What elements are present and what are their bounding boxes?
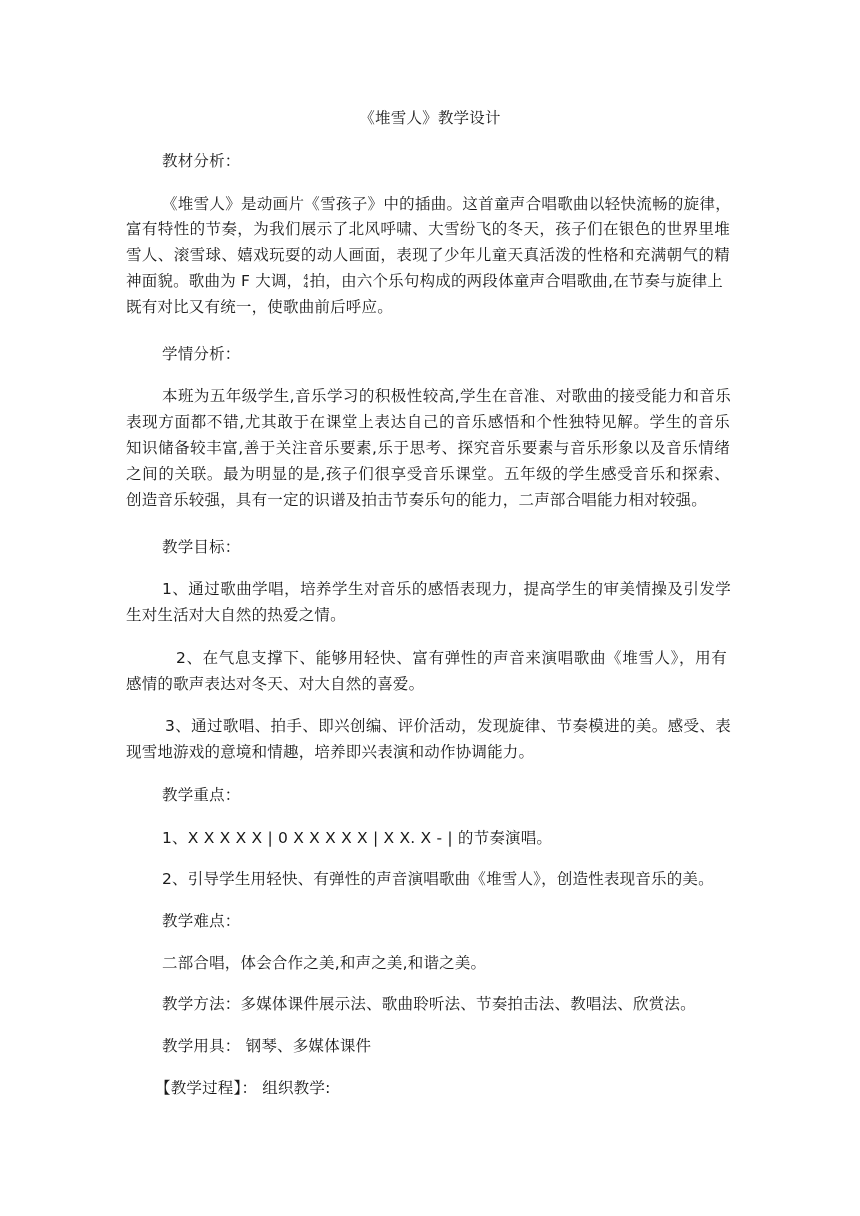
heading-teaching-goals: 教学目标： [162, 538, 241, 556]
goal-1-line-2: 生对生活对大自然的热爱之情。 [126, 606, 346, 624]
key-point-1: 1、X X X X X | 0 X X X X X | X X. X - | 的节奏演唱。 [162, 829, 553, 847]
heading-student-analysis: 学情分析： [162, 345, 241, 363]
time-signature-numerator: 4 [303, 272, 309, 282]
heading-textbook-analysis: 教材分析： [162, 152, 241, 170]
paragraph-textbook-line-4 [126, 271, 723, 291]
goal-1-line-1: 1、通过歌曲学唱，培养学生对音乐的感悟表现力，提高学生的审美情操及引发学 [162, 580, 731, 598]
paragraph-students-line-4: 之间的关联。最为明显的是,孩子们很享受音乐课堂。五年级的学生感受音乐和探索、 [126, 465, 730, 483]
paragraph-textbook-line-5: 既有对比又有统一，使歌曲前后呼应。 [126, 298, 393, 316]
paragraph-students-line-3: 知识储备较丰富,善于关注音乐要素,乐于思考、探究音乐要素与音乐形象以及音乐情绪 [126, 439, 730, 457]
teaching-methods: 教学方法：多媒体课件展示法、歌曲聆听法、节奏拍击法、教唱法、欣赏法。 [162, 995, 696, 1013]
paragraph-textbook-line-3: 雪人、滚雪球、嬉戏玩耍的动人画面，表现了少年儿童天真活泼的性格和充满朝气的精 [126, 246, 730, 264]
time-signature-denominator: 4 [303, 280, 309, 290]
paragraph-textbook-line-2: 富有特性的节奏，为我们展示了北风呼啸、大雪纷飞的冬天，孩子们在银色的世界里堆 [126, 220, 730, 238]
key-point-2: 2、引导学生用轻快、有弹性的声音演唱歌曲《堆雪人》，创造性表现音乐的美。 [162, 870, 714, 888]
heading-key-points: 教学重点： [162, 786, 241, 804]
goal-3-line-2: 现雪地游戏的意境和情趣，培养即兴表演和动作协调能力。 [126, 743, 535, 761]
paragraph-students-line-2: 表现方面都不错,尤其敢于在课堂上表达自己的音乐感悟和个性独特见解。学生的音乐 [126, 413, 730, 431]
difficulty-1: 二部合唱，体会合作之美,和声之美,和谐之美。 [162, 954, 487, 972]
line-4-end: 拍，由六个乐句构成的两段体童声合唱歌曲,在节奏与旋律上 [309, 272, 724, 290]
heading-difficulties: 教学难点： [162, 912, 241, 930]
teaching-tools: 教学用具： 钢琴、多媒体课件 [162, 1037, 372, 1055]
goal-3-line-1: 3、通过歌唱、拍手、即兴创编、评价活动，发现旋律、节奏模进的美。感受、表 [165, 717, 731, 735]
page-title: 《堆雪人》教学设计 [359, 109, 501, 127]
goal-2-line-2: 感情的歌声表达对冬天、对大自然的喜爱。 [126, 675, 425, 693]
teaching-process-heading: 【教学过程】： 组织教学: [155, 1079, 331, 1097]
line-4-start: 神面貌。歌曲为 F 大调， [126, 272, 303, 290]
goal-2-line-1: 2、在气息支撑下、能够用轻快、富有弹性的声音来演唱歌曲《堆雪人》，用有 [176, 649, 727, 667]
paragraph-students-line-1: 本班为五年级学生,音乐学习的积极性较高,学生在音准、对歌曲的接受能力和音乐 [162, 387, 731, 405]
paragraph-textbook-line-1: 《堆雪人》是动画片《雪孩子》中的插曲。这首童声合唱歌曲以轻快流畅的旋律， [162, 195, 731, 213]
paragraph-students-line-5: 创造音乐较强，具有一定的识谱及拍击节奏乐句的能力，二声部合唱能力相对较强。 [126, 491, 707, 509]
time-signature [303, 274, 308, 290]
